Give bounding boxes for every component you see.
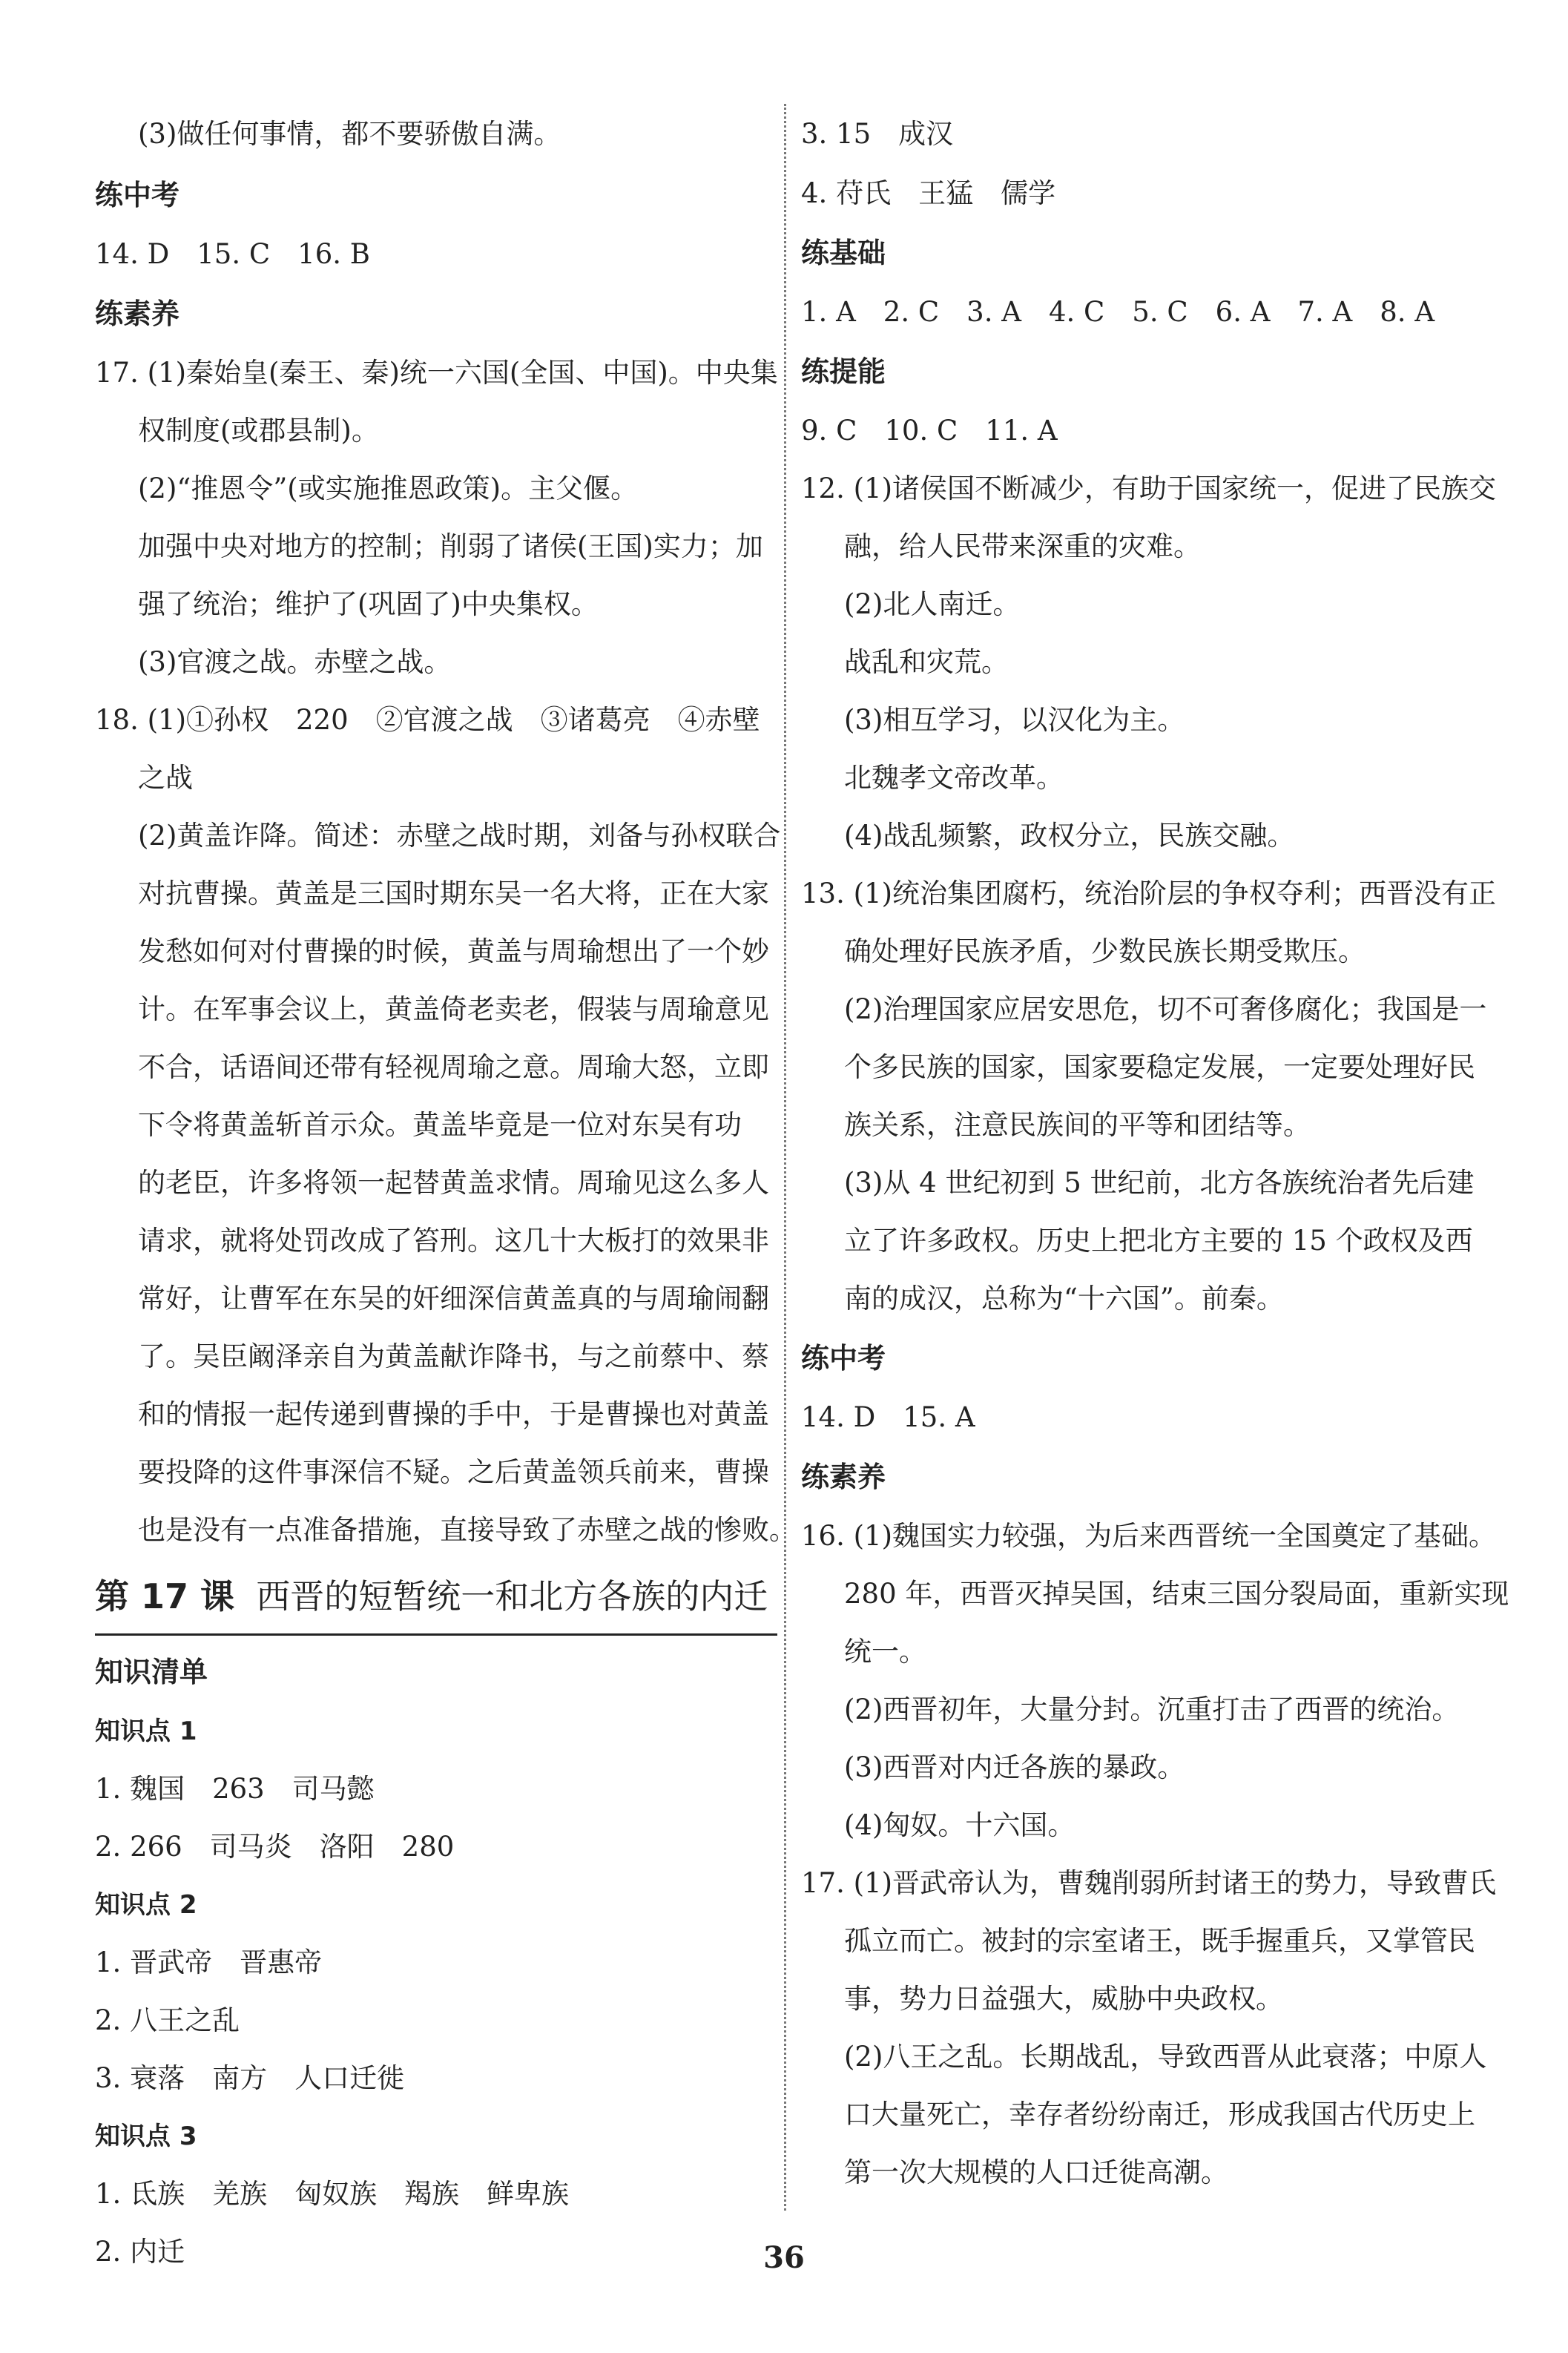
answer-line: 南的成汉，总称为“十六国”。前秦。 [844,1283,1284,1314]
answer-line: (2)“推恩令”(或实施推恩政策)。主父偃。 [138,473,639,504]
answer-line: (2)西晋初年，大量分封。沉重打击了西晋的统治。 [844,1694,1460,1725]
answer-line: 立了许多政权。历史上把北方主要的 15 个政权及西 [844,1225,1473,1257]
answer-line: (2)治理国家应居安思危，切不可奢侈腐化；我国是一 [844,993,1487,1025]
answer-line: 个多民族的国家，国家要稳定发展，一定要处理好民 [844,1051,1475,1083]
answer-line: 孤立而亡。被封的宗室诸王，既手握重兵，又掌管民 [844,1925,1475,1957]
knowledge-point-heading: 知识点 3 [95,2122,197,2151]
answer-line: 确处理好民族矛盾，少数民族长期受欺压。 [844,935,1366,967]
section-heading: 练素养 [95,297,180,330]
answer-line: 融，给人民带来深重的灾难。 [844,530,1201,562]
answer-line: 不合，话语间还带有轻视周瑜之意。周瑜大怒，立即 [138,1051,769,1083]
answer-line: (3)西晋对内迁各族的暴政。 [844,1751,1185,1783]
answer-line: (4)战乱频繁，政权分立，民族交融。 [844,820,1295,852]
knowledge-point-heading: 知识点 2 [95,1890,197,1920]
page-number: 36 [763,2240,805,2275]
answer-line: 3. 15 成汉 [801,118,954,150]
answer-line: 17. (1)晋武帝认为，曹魏削弱所封诸王的势力，导致曹氏 [801,1867,1497,1899]
section-heading: 练素养 [801,1461,886,1493]
section-heading: 练中考 [801,1342,886,1375]
answer-line: 1. 晋武帝 晋惠帝 [95,1946,323,1978]
answer-line: 2. 266 司马炎 洛阳 280 [95,1831,455,1863]
answer-line: 北魏孝文帝改革。 [844,762,1064,794]
section-heading: 知识清单 [95,1656,208,1688]
answer-line: 加强中央对地方的控制；削弱了诸侯(王国)实力；加 [138,530,763,562]
answer-line: 计。在军事会议上，黄盖倚老卖老，假装与周瑜意见 [138,993,769,1025]
answer-line: 强了统治；维护了(巩固了)中央集权。 [138,588,599,620]
answer-line: 也是没有一点准备措施，直接导致了赤壁之战的惨败。 [138,1514,797,1546]
answer-line: 的老臣，许多将领一起替黄盖求情。周瑜见这么多人 [138,1167,769,1199]
answer-line: (2)八王之乱。长期战乱，导致西晋从此衰落；中原人 [844,2041,1487,2073]
section-heading: 练中考 [95,179,180,211]
answer-line: 请求，就将处罚改成了笞刑。这几十大板打的效果非 [138,1225,769,1257]
answer-line: 事，势力日益强大，威胁中央政权。 [844,1983,1283,2015]
answer-line: 14. D 15. C 16. B [95,238,370,270]
column-divider [784,104,786,2211]
answer-line: 族关系，注意民族间的平等和团结等。 [844,1109,1311,1141]
answer-line: 口大量死亡，幸存者纷纷南迁，形成我国古代历史上 [844,2099,1475,2130]
answer-line: 9. C 10. C 11. A [801,415,1058,447]
answer-line: 14. D 15. A [801,1401,975,1433]
answer-line: 2. 八王之乱 [95,2004,240,2036]
answer-line: 17. (1)秦始皇(秦王、秦)统一六国(全国、中国)。中央集 [95,357,778,389]
right-column [801,104,1509,2202]
answer-line: 下令将黄盖斩首示众。黄盖毕竟是一位对东吴有功 [138,1109,742,1141]
answer-line: (2)北人南迁。 [844,588,1021,620]
answer-line: 发愁如何对付曹操的时候，黄盖与周瑜想出了一个妙 [138,935,769,967]
answer-line: 之战 [138,762,193,794]
answer-line: (4)匈奴。十六国。 [844,1809,1075,1841]
answer-line: (2)黄盖诈降。简述：赤壁之战时期，刘备与孙权联合 [138,820,781,852]
answer-line: 18. (1)①孙权 220 ②官渡之战 ③诸葛亮 ④赤壁 [95,704,760,736]
answer-line: 16. (1)魏国实力较强，为后来西晋统一全国奠定了基础。 [801,1520,1497,1552]
answer-line: 了。吴臣阚泽亲自为黄盖献诈降书，与之前蔡中、蔡 [138,1340,769,1372]
answer-line: 统一。 [844,1636,926,1668]
answer-line: 13. (1)统治集团腐朽，统治阶层的争权夺利；西晋没有正 [801,878,1497,909]
lesson-number: 第 17 课 [95,1576,235,1616]
answer-line: 战乱和灾荒。 [844,646,1009,678]
answer-line: 280 年，西晋灭掉吴国，结束三国分裂局面，重新实现 [844,1578,1509,1610]
lesson-heading [95,1559,777,1636]
answer-line: (3)相互学习，以汉化为主。 [844,704,1185,736]
answer-line: 4. 苻氏 王猛 儒学 [801,177,1056,209]
section-heading: 练提能 [801,355,886,388]
answer-line: 要投降的这件事深信不疑。之后黄盖领兵前来，曹操 [138,1456,769,1488]
answer-line: 和的情报一起传递到曹操的手中，于是曹操也对黄盖 [138,1398,769,1430]
answer-line: 12. (1)诸侯国不断减少，有助于国家统一，促进了民族交 [801,473,1497,504]
answer-line: 权制度(或郡县制)。 [138,415,379,447]
lesson-title: 西晋的短暂统一和北方各族的内迁 [256,1576,768,1616]
answer-line: (3)官渡之战。赤壁之战。 [138,646,452,678]
answer-line: (3)做任何事情，都不要骄傲自满。 [138,118,561,150]
answer-line: 1. 魏国 263 司马懿 [95,1773,375,1805]
answer-line: (3)从 4 世纪初到 5 世纪前，北方各族统治者先后建 [844,1167,1475,1199]
answer-line: 常好，让曹军在东吴的奸细深信黄盖真的与周瑜闹翻 [138,1283,769,1314]
answer-line: 3. 衰落 南方 人口迁徙 [95,2062,405,2094]
answer-line: 1. A 2. C 3. A 4. C 5. C 6. A 7. A 8. A [801,296,1435,328]
answer-line: 1. 氐族 羌族 匈奴族 羯族 鲜卑族 [95,2178,570,2210]
section-heading: 练基础 [801,237,886,269]
answer-line: 对抗曹操。黄盖是三国时期东吴一名大将，正在大家 [138,878,769,909]
knowledge-point-heading: 知识点 1 [95,1717,197,1746]
answer-line: 第一次大规模的人口迁徙高潮。 [844,2156,1228,2188]
answer-line: 2. 内迁 [95,2236,185,2268]
